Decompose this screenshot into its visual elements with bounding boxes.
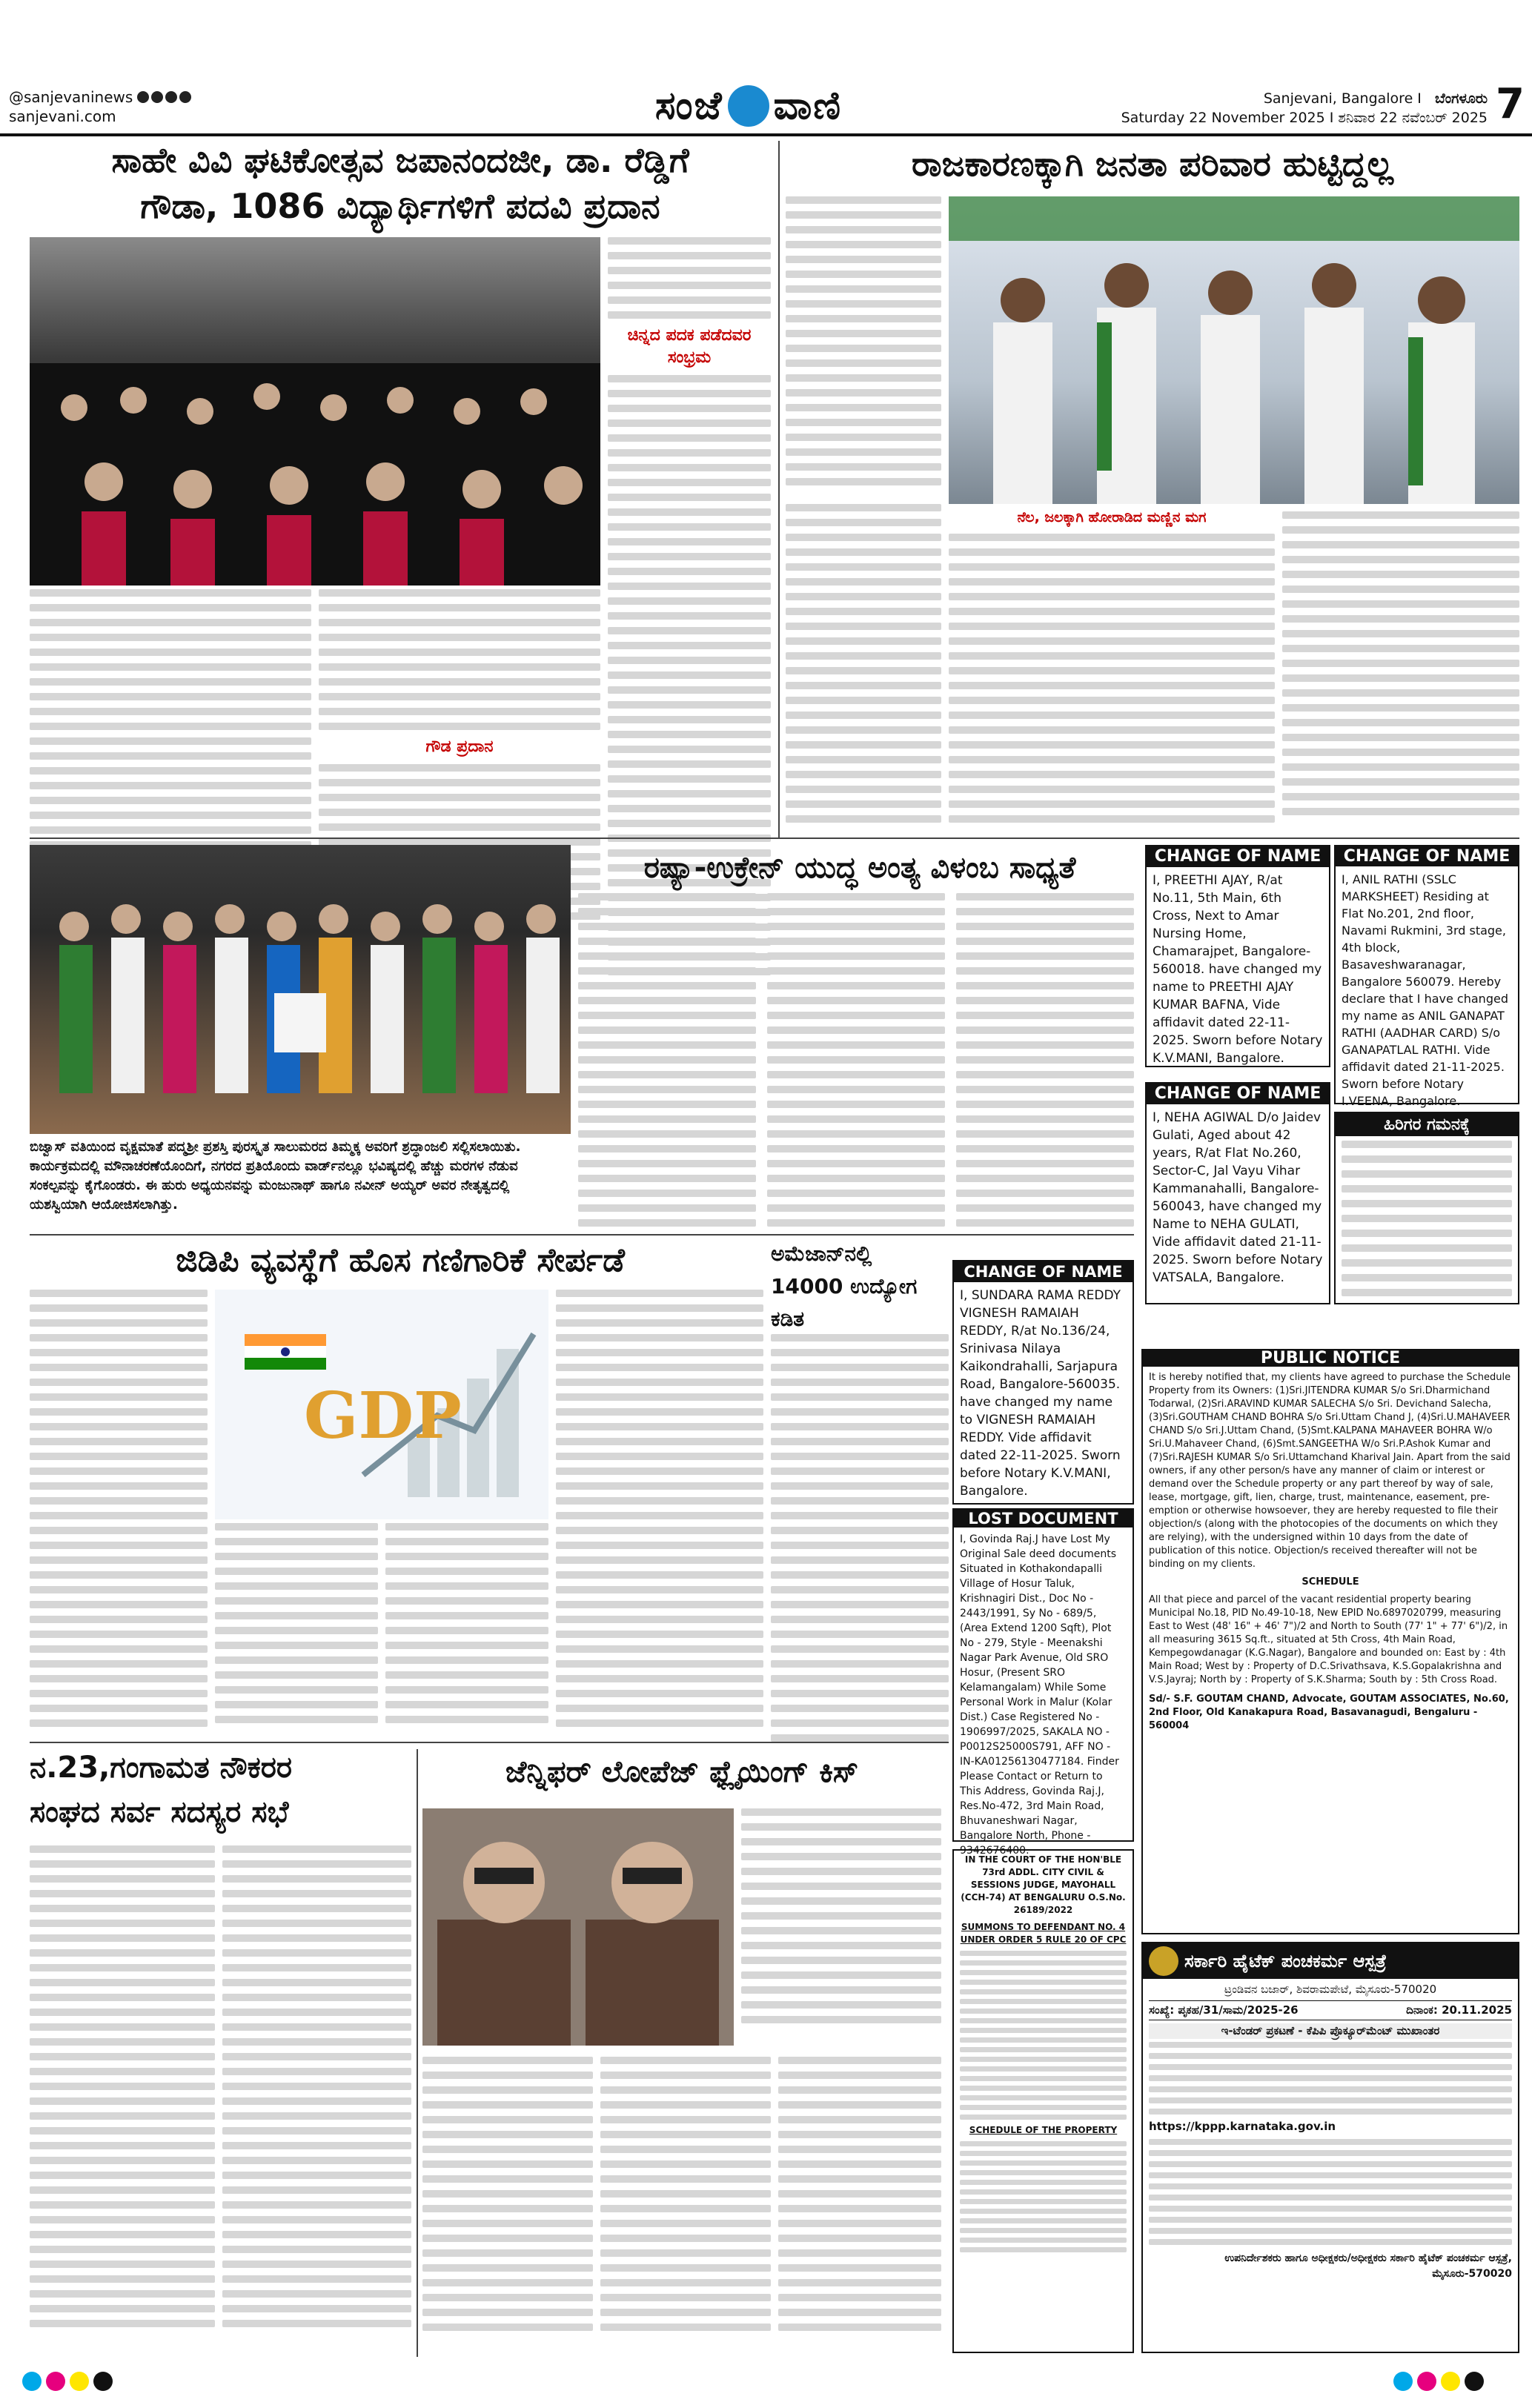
black-swatch (93, 2372, 113, 2391)
change-of-name-ad-1 (1145, 845, 1330, 1067)
story1-subhead1: ಚಿನ್ನದ ಪದಕ ಪಡೆದವರ ಸಂಭ್ರಮ (627, 326, 752, 367)
story3-column1 (578, 893, 756, 1241)
story1-headline-line1: ಸಾಹೇ ವಿವಿ ಘಟಿಕೋತ್ಸವ ಜಪಾನಂದಜೀ, ಡಾ. ರೆಡ್ಡಿಗೆ (111, 140, 689, 180)
website-link[interactable]: sanjevani.com (9, 107, 116, 125)
date-line: Saturday 22 November 2025 I ಶನಿವಾರ 22 ನವೆಂಬರ್ 2025 (1121, 110, 1488, 126)
story6-column2 (222, 1845, 411, 2349)
divider (30, 1742, 949, 1743)
instagram-icon[interactable] (165, 91, 177, 103)
story3-column2 (767, 893, 945, 1241)
tribute-caption: ಬಿಜ್ವಾಸ್ ವತಿಯಿಂದ ವೃಕ್ಷಮಾತೆ ಪದ್ಮಶ್ರೀ ಪ್ರಶಸ್ತಿ ಪುರಸ್ಕೃತ ಸಾಲುಮರದ ತಿಮ್ಮಕ್ಕ ಅವರಿಗೆ ಶ್ರದ್ಧಾಂಜಲಿ ಸಲ್ಲಿಸಲಾಯಿತು. ಕಾರ್ಯಕ್ರಮದಲ್ಲಿ ಮೌನಾಚರಣೆಯೊಂದಿಗೆ, ನಗರದ ಪ್ರತಿಯೊಂದು ವಾರ್ಡ್‌ನಲ್ಲೂ ಭವಿಷ್ಯದಲ್ಲಿ ಹೆಚ್ಚು ಮರಗಳ ನೆಡುವ ಸಂಕಲ್ಪವನ್ನು ಕೈಗೊಂಡರು. ಈ ಹುರು ಅಧ್ಯಯನವನ್ನು ಮಂಜುನಾಥ್ ಹಾಗೂ ನವೀನ್ ಅಯ್ಯರ್ ಅವರ ನೇತೃತ್ವದಲ್ಲಿ ಯಶಸ್ವಿಯಾಗಿ ಆಯೋಜಿಸಲಾಗಿತ್ತು. (30, 1139, 521, 1213)
youtube-icon[interactable] (179, 91, 191, 103)
gdp-graphic-text: GDP (304, 1379, 462, 1453)
hospital-date: ದಿನಾಂಕ: 20.11.2025 (1406, 2003, 1512, 2017)
globe-logo-icon (728, 85, 769, 127)
story7-column1 (422, 2057, 593, 2353)
schedule-title: SCHEDULE (1301, 1576, 1359, 1588)
story4-column2 (215, 1523, 378, 1738)
tender-footer: ಉಪನಿರ್ದೇಶಕರು ಹಾಗೂ ಅಧೀಕ್ಷಕರು/ಅಧೀಕ್ಷಕರು ಸರ್ಕಾರಿ ಹೈಟೆಕ್ ಪಂಚಕರ್ಮ ಆಸ್ಪತ್ರೆ, ಮೈಸೂರು-570020 (1224, 2252, 1512, 2280)
city: ಬೆಂಗಳೂರು (1435, 90, 1488, 107)
ad3-body: I, NEHA AGIWAL D/o Jaidev Gulati, Aged about 42 years, R/at Flat No.260, Sector-C, Jal Vayu Vihar Kammanahalli, Bangalore-560043, have changed my Name to NEHA GULATI, Vide affidavit dated 21-11-2025. Sworn before Notary VATSALA, Bangalore. (1153, 1110, 1323, 1285)
cyan-swatch (1393, 2372, 1413, 2391)
ad3-title: CHANGE OF NAME (1147, 1084, 1329, 1104)
story2-headline[interactable]: ರಾಜಕಾರಣಕ್ಕಾಗಿ ಜನತಾ ಪರಿವಾರ ಹುಟ್ಟಿದ್ದಲ್ಲ (912, 144, 1393, 184)
story7-column-right (741, 1808, 941, 2046)
government-emblem-icon (1149, 1946, 1178, 1976)
jlo-photo (422, 1808, 734, 2046)
cyan-swatch (22, 2372, 42, 2391)
story6-headline-line1: ನ.23,ಗಂಗಾಮತ ನೌಕರರ (30, 1751, 293, 1785)
gdp-graphic (215, 1290, 548, 1519)
story4-headline[interactable]: ಜಿಡಿಪಿ ವ್ಯವಸ್ಥೆಗೆ ಹೊಸ ಗಣಿಗಾರಿಕೆ ಸೇರ್ಪಡೆ (176, 1241, 625, 1279)
story3-headline[interactable]: ರಷ್ಯಾ-ಉಕ್ರೇನ್ ಯುದ್ಧ ಅಂತ್ಯ ವಿಳಂಬ ಸಾಧ್ಯತೆ (643, 851, 1076, 885)
story2-column1 (786, 196, 941, 493)
registration-marks-right (1393, 2372, 1488, 2391)
story2-photo-caption: ನೆಲ, ಜಲಕ್ಕಾಗಿ ಹೋರಾಡಿದ ಮಣ್ಣಿನ ಮಗ (1017, 509, 1207, 525)
tribute-photo-art (30, 845, 571, 1134)
divider (30, 1234, 1134, 1235)
divider (30, 838, 1519, 839)
hospital-tender-ad (1141, 1942, 1519, 2353)
page-number: 7 (1496, 80, 1525, 128)
story1-subhead2: ಗೌಡ ಪ್ರದಾನ (425, 737, 494, 756)
change-of-name-ad-2 (1334, 845, 1519, 1108)
tribute-photo (30, 845, 571, 1134)
janata-event-photo (949, 196, 1519, 504)
header-right (1121, 89, 1488, 127)
court-sub: SUMMONS TO DEFENDANT NO. 4 UNDER ORDER 5 RULE 20 OF CPC (960, 1922, 1127, 1945)
public-notice-ad (1141, 1349, 1519, 1934)
yellow-swatch (70, 2372, 89, 2391)
story1-column1 (30, 589, 311, 856)
story7-column3 (778, 2057, 941, 2353)
story7-headline[interactable]: ಜೆನ್ನಿಫರ್ ಲೋಪೆಜ್ ಫ್ಲೈಯಿಂಗ್ ಕಿಸ್ (505, 1755, 859, 1789)
ad2-title: CHANGE OF NAME (1336, 846, 1518, 866)
header-left (9, 87, 191, 126)
court-summons-ad (952, 1849, 1134, 2353)
masthead (519, 80, 978, 132)
magenta-swatch (46, 2372, 65, 2391)
ad2-body: I, ANIL RATHI (SSLC MARKSHEET) Residing at Flat No.201, 2nd floor, Navami Rukmini, 3rd stage, 4th block, Basaveshwaranagar, Bangalore 560079. Hereby declare that I have changed my name as ANIL GANAPAT RATHI (AADHAR CARD) S/o GANAPATLAL RATHI. Vide affidavit dated 21-11-2025. Sworn before Notary I.VEENA, Bangalore. (1342, 872, 1508, 1108)
obituary-ad (1334, 1112, 1519, 1304)
story7-column2 (600, 2057, 771, 2353)
registration-marks-left (22, 2372, 117, 2391)
story2-column2 (949, 534, 1275, 830)
change-of-name-ad-4 (952, 1260, 1134, 1505)
black-swatch (1465, 2372, 1484, 2391)
story4-column1c (30, 1556, 208, 1738)
obit-title: ಹಿರಿಗರ ಗಮನಕ್ಕೆ (1336, 1113, 1518, 1136)
edition: Sanjevani, Bangalore I (1263, 90, 1422, 107)
story6-headline[interactable] (30, 1745, 415, 1834)
story6-column1 (30, 1845, 215, 2349)
ad1-body: I, PREETHI AJAY, R/at No.11, 5th Main, 6th Cross, Next to Amar Nursing Home, Chamarajpet, Bangalore-560018. have changed my name to PREETHI AJAY KUMAR BAFNA, Vide affidavit dated 22-11-2025. Sworn before Notary K.V.MANI, Bangalore. (1153, 873, 1323, 1066)
story4-column4 (556, 1290, 763, 1738)
graduation-photo-art (30, 237, 600, 586)
schedule2-title: SCHEDULE OF THE PROPERTY (969, 2125, 1118, 2135)
graduation-photo (30, 237, 600, 586)
masthead-right: ವಾಣಿ (773, 83, 843, 128)
advocate-sign: Sd/- S.F. GOUTAM CHAND, Advocate, GOUTAM ASSOCIATES, No.60, 2nd Floor, Old Kanakapura Road, Basavanagudi, Bengaluru - 560004 (1149, 1694, 1509, 1731)
story1-column3 (608, 237, 771, 856)
magenta-swatch (1417, 2372, 1436, 2391)
schedule-body: All that piece and parcel of the vacant residential property bearing Municipal No.18, PID No.49-10-18, New EPID No.6897020799, measuring East to West (48' 16" + 46' 7")/2 and North to South (77' 1" + 77' 6")/2, in all measuring 3615 Sq.ft., situated at 5th Cross, 4th Main Road, Kempegowdanagar (K.G.Nagar), Bangalore and bounded on: East by : 4th Main Road; West by : Property of D.C.Srivathsava, K.S.Gopalakrishna and V.S.Jayraj; North by : Property of S.K.Sharma; South by : 5th Cross Road. (1149, 1594, 1508, 1685)
change-of-name-ad-3 (1145, 1082, 1330, 1304)
story2-column3 (1282, 511, 1519, 830)
divider (417, 1749, 418, 2357)
masthead-left: ಸಂಜೆ (654, 83, 723, 128)
tender-title: ಇ-ಟೆಂಡರ್ ಪ್ರಕಟಣೆ - ಕೆಪಿಪಿ ಪ್ರೊಕ್ಯೂರ್‌ಮೆಂಟ್ ಮುಖಾಂತರ (1149, 2023, 1512, 2039)
lost-title: LOST DOCUMENT (954, 1510, 1133, 1528)
story5-column1 (771, 1334, 949, 1749)
public-body: It is hereby notified that, my clients have agreed to purchase the Schedule Property from its Owners: (1)Sri.JITENDRA KUMAR S/o Sri.Dharmichand Todarwal, (2)Sri.ARAVIND KUMAR SALECHA S/o Sri. Devichand Salecha, (3)Sri.GOUTHAM CHAND BOHRA S/o Sri.Uttam Chand J, (4)Sri.U.MAHAVEER CHAND S/o Sri.J.Uttam Chand, (5)Smt.KALPANA MAHAVEER BOHRA W/o Sri.U.Mahaveer Chand, (6)Smt.SANGEETHA W/o Sri.P.Ashok Kumar and (7)Sri.RAJESH KUMAR S/o Sri.Uttamchand Kharival Jain. Apart from the said owners, if any other person/s have any manner of claim or interest or demand over the Schedule property or any part thereof by way of sale, lease, mortgage, gift, lien, charge, trust, maintenance, easement, pre-emption or otherwise howsoever, they are hereby requested to file their objection/s (along with the photocopies of the documents on which they are relying), with the undersigned within 10 days from the date of publication of this notice. Objection/s received thereafter will not be binding on my clients. (1149, 1372, 1511, 1570)
court-title: IN THE COURT OF THE HON'BLE 73rd ADDL. CITY CIVIL & SESSIONS JUDGE, MAYOHALL (CCH-74) AT BENGALURU O.S.No. 26189/2022 (961, 1854, 1126, 1915)
x-icon[interactable] (151, 91, 163, 103)
story6-headline-line2: ಸಂಘದ ಸರ್ವ ಸದಸ್ಯರ ಸಭೆ (30, 1795, 289, 1829)
lost-body: I, Govinda Raj.J have Lost My Original Sale deed documents Situated in Kothakondapalli Village of Hosur Taluk, Krishnagiri Dist., Doc No - 2443/1991, Sy No - 689/5, (Area Extend 1200 Sqft), Plot No - 279, Style - Meenakshi Nagar Park Avenue, Old SRO Hosur, (Present SRO Kelamangalam) While Some Personal Work in Malur (Kolar Dist.) Case Registered No - 1906997/2025, SAKALA NO - P0012S25000S791, AFF NO - IN-KA01256130477184. Finder Please Contact or Return to This Address, Govinda Raj.J, Res.No-472, 3rd Main Road, Bhuvaneshwari Nagar, Bangalore North, Phone - 9342676400. (960, 1533, 1119, 1857)
yellow-swatch (1441, 2372, 1460, 2391)
ad1-title: CHANGE OF NAME (1147, 846, 1329, 867)
hospital-address: ಟ್ರಂಡಿವನ ಬಜಾರ್, ಶಿವರಾಮಪೇಟೆ, ಮೈಸೂರು-570020 (1224, 1983, 1437, 1996)
public-title: PUBLIC NOTICE (1143, 1350, 1518, 1367)
header-rule (0, 133, 1532, 136)
janata-event-photo-art (949, 196, 1519, 504)
story2-column1b (786, 504, 941, 830)
social-icons (137, 91, 191, 103)
ad4-title: CHANGE OF NAME (954, 1261, 1133, 1282)
jlo-photo-art (422, 1808, 734, 2046)
tender-url[interactable]: https://kppp.karnataka.gov.in (1149, 2120, 1336, 2133)
facebook-icon[interactable] (137, 91, 149, 103)
story1-headline-line2: ಗೌಡಾ, 1086 ವಿದ್ಯಾರ್ಥಿಗಳಿಗೆ ಪದವಿ ಪ್ರದಾನ (140, 186, 660, 226)
story4-column3 (385, 1523, 548, 1738)
story3-column3 (956, 893, 1134, 1241)
story1-headline[interactable] (30, 137, 771, 229)
divider (778, 141, 780, 838)
story5-headline[interactable]: ಅಮೆಜಾನ್‌ನಲ್ಲಿ 14000 ಉದ್ಯೋಗ ಕಡಿತ (771, 1241, 918, 1331)
story1-column2 (319, 589, 600, 856)
ad4-body: I, SUNDARA RAMA REDDY VIGNESH RAMAIAH REDDY, R/at No.136/24, Srinivasa Nilaya Kaikondrahalli, Sarjapura Road, Bangalore-560035. have changed my name to VIGNESH RAMAIAH REDDY. Vide affidavit dated 22-11-2025. Sworn before Notary K.V.MANI, Bangalore. (960, 1288, 1121, 1499)
social-handle[interactable]: @sanjevaninews (9, 88, 133, 106)
hospital-ref: ಸಂಖ್ಯೆ: ಪೃಕಹ/31/ಸಾಮ/2025-26 (1149, 2003, 1299, 2017)
lost-document-ad (952, 1508, 1134, 1857)
hospital-title: ಸರ್ಕಾರಿ ಹೈಟೆಕ್ ಪಂಚಕರ್ಮ ಆಸ್ಪತ್ರೆ (1184, 1950, 1387, 1971)
